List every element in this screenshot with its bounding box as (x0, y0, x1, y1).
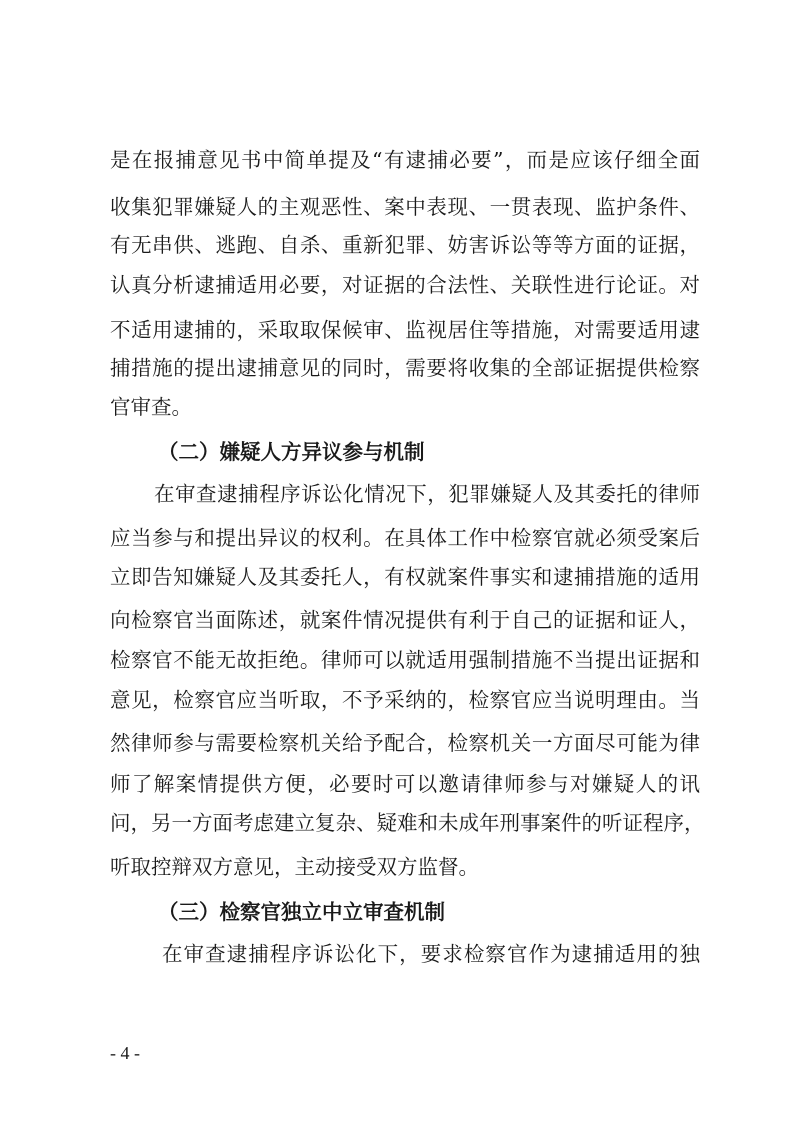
text-line: 有无串供、逃跑、自杀、重新犯罪、妨害诉讼等等方面的证据， (110, 233, 700, 257)
text-line: 听取控辩双方意见，主动接受双方监督。 (110, 855, 479, 879)
text-line: 不适用逮捕的，采取取保候审、监视居住等措施，对需要适用逮 (110, 318, 700, 342)
text-line: 认真分析逮捕适用必要，对证据的合法性、关联性进行论证。对 (110, 273, 700, 297)
text-line: 收集犯罪嫌疑人的主观恶性、案中表现、一贯表现、监护条件、 (110, 195, 700, 219)
text-line: 在审查逮捕程序诉讼化下，要求检察官作为逮捕适用的独 (162, 942, 700, 966)
text-line: 捕措施的提出逮捕意见的同时，需要将收集的全部证据提供检察 (110, 356, 700, 380)
text-line: 是在报捕意见书中简单提及“有逮捕必要”，而是应该仔细全面 (110, 148, 700, 172)
page-number: - 4 - (110, 1043, 140, 1063)
text-line: 在审查逮捕程序诉讼化情况下，犯罪嫌疑人及其委托的律师 (154, 482, 700, 506)
text-line: 应当参与和提出异议的权利。在具体工作中检察官就必须受案后 (110, 526, 700, 550)
text-line: 向检察官当面陈述，就案件情况提供有利于自己的证据和证人， (110, 608, 700, 632)
text-line: 官审查。 (110, 395, 192, 419)
section-heading: （二）嫌疑人方异议参与机制 (158, 440, 425, 464)
section-heading: （三）检察官独立中立审查机制 (158, 900, 445, 924)
text-line: 立即告知嫌疑人及其委托人，有权就案件事实和逮捕措施的适用 (110, 565, 700, 589)
text-line: 意见，检察官应当听取，不予采纳的，检察官应当说明理由。当 (110, 688, 700, 712)
text-line: 师了解案情提供方便，必要时可以邀请律师参与对嫌疑人的讯 (110, 772, 700, 796)
text-line: 问，另一方面考虑建立复杂、疑难和未成年刑事案件的听证程序， (110, 811, 705, 835)
text-line: 检察官不能无故拒绝。律师可以就适用强制措施不当提出证据和 (110, 648, 700, 672)
text-line: 然律师参与需要检察机关给予配合，检察机关一方面尽可能为律 (110, 731, 700, 755)
